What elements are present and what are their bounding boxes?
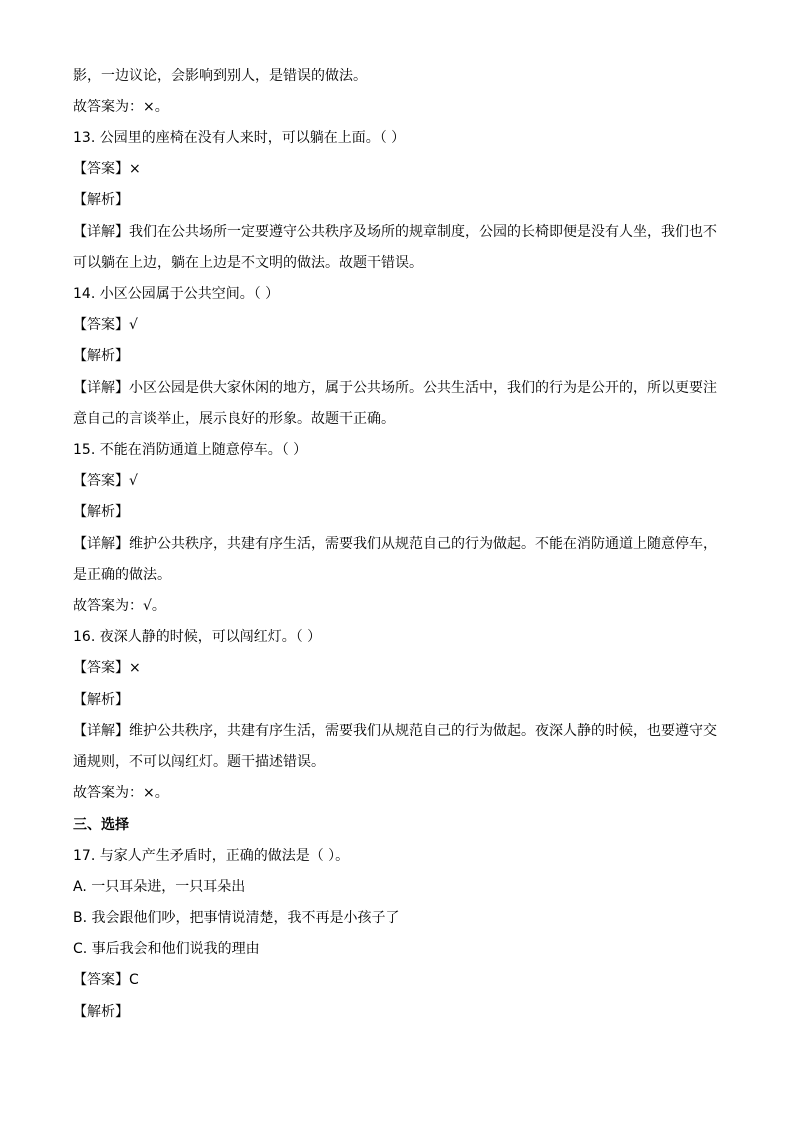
analysis-label: 【解析】: [73, 504, 129, 520]
detail-text: 【详解】维护公共秩序，共建有序生活，需要我们从规范自己的行为做起。不能在消防通道上随意停车，: [73, 536, 717, 552]
question-17: 17. 与家人产生矛盾时，正确的做法是（ ）。: [73, 848, 350, 864]
detail-text: 通规则，不可以闯红灯。题干描述错误。: [73, 754, 325, 770]
detail-text: 【详解】维护公共秩序，共建有序生活，需要我们从规范自己的行为做起。夜深人静的时候，也要遵守交: [73, 723, 717, 739]
detail-text: 可以躺在上边，躺在上边是不文明的做法。故题干错误。: [73, 255, 423, 271]
question-16: 16. 夜深人静的时候，可以闯红灯。（ ）: [73, 629, 322, 645]
question-15: 15. 不能在消防通道上随意停车。（ ）: [73, 442, 308, 458]
answer-label: 【答案】C: [73, 972, 139, 988]
analysis-label: 【解析】: [73, 192, 129, 208]
detail-text: 是正确的做法。: [73, 567, 171, 583]
analysis-label: 【解析】: [73, 1004, 129, 1020]
analysis-label: 【解析】: [73, 348, 129, 364]
option-b: B. 我会跟他们吵，把事情说清楚，我不再是小孩子了: [73, 910, 400, 926]
option-a: A. 一只耳朵进，一只耳朵出: [73, 879, 246, 895]
answer-summary: 故答案为：√。: [73, 598, 166, 614]
answer-summary: 故答案为：×。: [73, 785, 169, 801]
detail-text: 意自己的言谈举止，展示良好的形象。故题干正确。: [73, 411, 395, 427]
answer-label: 【答案】×: [73, 161, 141, 177]
answer-label: 【答案】√: [73, 473, 138, 489]
question-14: 14. 小区公园属于公共空间。（ ）: [73, 286, 280, 302]
answer-label: 【答案】√: [73, 317, 138, 333]
answer-label: 【答案】×: [73, 660, 141, 676]
option-c: C. 事后我会和他们说我的理由: [73, 941, 260, 957]
answer-summary: 故答案为：×。: [73, 99, 169, 115]
detail-text: 【详解】我们在公共场所一定要遵守公共秩序及场所的规章制度，公园的长椅即便是没有人坐，我们也不: [73, 224, 717, 240]
question-13: 13. 公园里的座椅在没有人来时，可以躺在上面。（ ）: [73, 130, 406, 146]
detail-text: 【详解】小区公园是供大家休闲的地方，属于公共场所。公共生活中，我们的行为是公开的，所以更要注: [73, 380, 717, 396]
section-heading: 三、选择: [73, 817, 129, 833]
text-line: 影，一边议论，会影响到别人，是错误的做法。: [73, 68, 367, 84]
analysis-label: 【解析】: [73, 692, 129, 708]
